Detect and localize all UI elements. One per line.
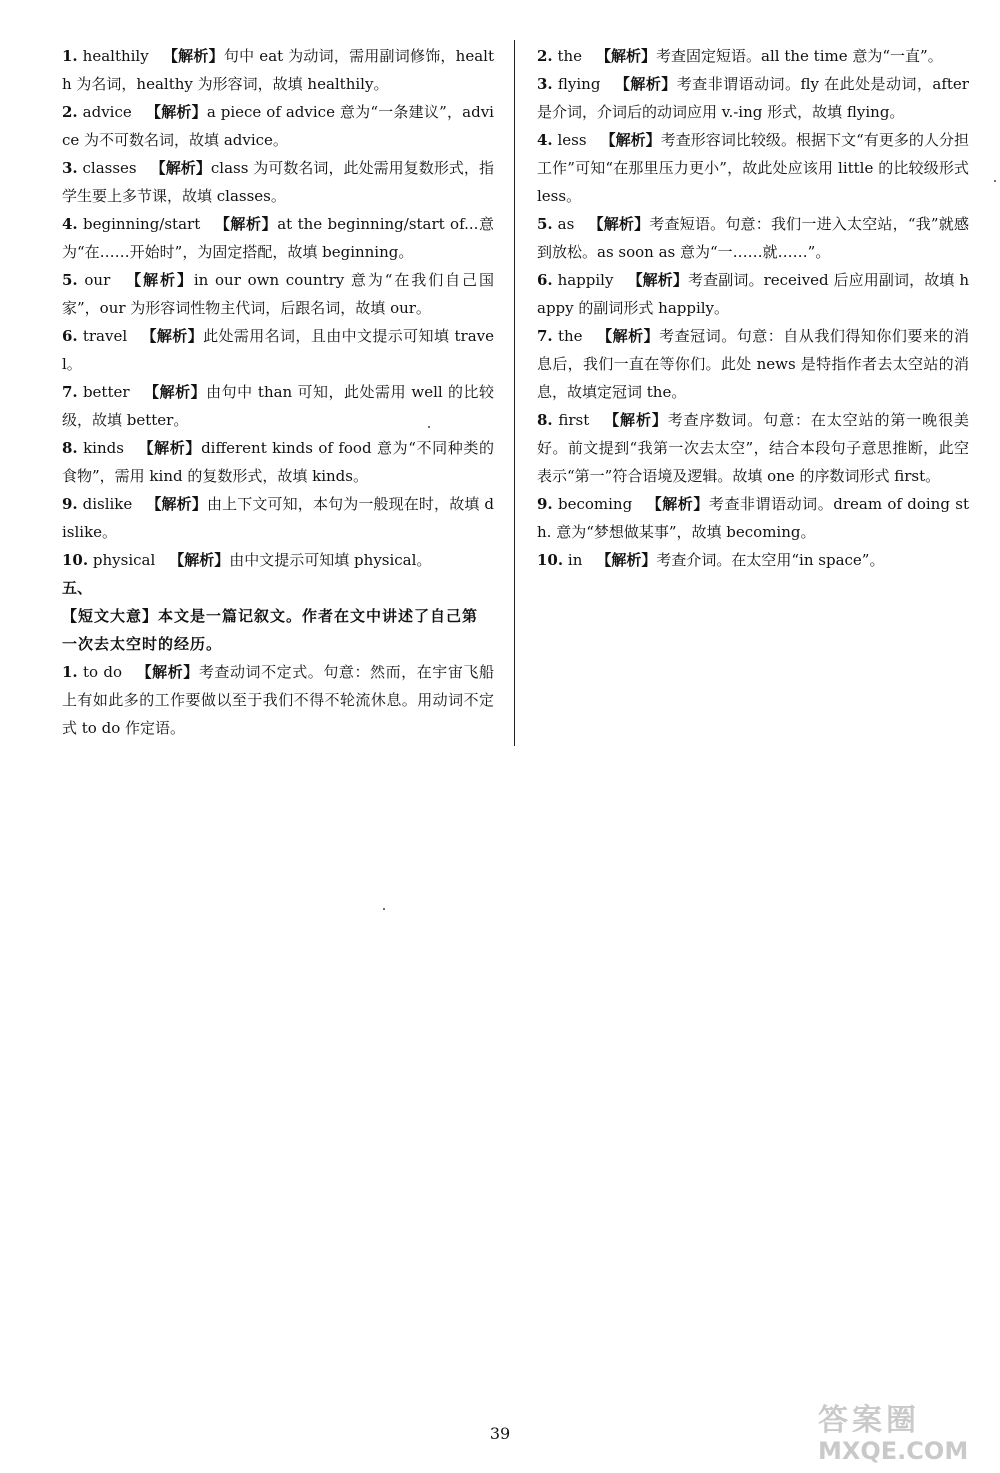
column-divider bbox=[514, 40, 515, 746]
item-number: 10. bbox=[62, 551, 89, 569]
analysis-tag: 【解析】 bbox=[596, 551, 657, 569]
item-explanation: 考查形容词比较级。根据下文“有更多的人分担工作”可知“在那里压力更小”，故此处应该用 little 的比较级形式 less。 bbox=[537, 131, 969, 205]
analysis-tag: 【解析】 bbox=[596, 327, 660, 345]
item-answer: our bbox=[84, 271, 111, 289]
item-number: 4. bbox=[537, 131, 553, 149]
analysis-tag: 【解析】 bbox=[145, 103, 207, 121]
answer-item bbox=[537, 70, 969, 126]
analysis-tag: 【解析】 bbox=[141, 327, 204, 345]
item-explanation: 考查固定短语。all the time 意为“一直”。 bbox=[656, 47, 943, 65]
analysis-tag: 【解析】 bbox=[214, 215, 278, 233]
item-explanation: 考查非谓语动词。dream of doing sth. 意为“梦想做某事”，故填 becoming。 bbox=[537, 495, 969, 541]
answer-item bbox=[537, 126, 969, 210]
item-number: 6. bbox=[537, 271, 553, 289]
item-answer: beginning/start bbox=[83, 215, 201, 233]
item-answer: better bbox=[82, 383, 130, 401]
item-answer: happily bbox=[557, 271, 614, 289]
item-explanation: 考查冠词。句意：自从我们得知你们要来的消息后，我们一直在等你们。此处 news 是特指作者去太空站的消息，故填定冠词 the。 bbox=[537, 327, 969, 401]
item-explanation: 考查介词。在太空用“in space”。 bbox=[656, 551, 885, 569]
item-number: 1. bbox=[62, 663, 78, 681]
answer-item bbox=[62, 154, 494, 210]
summary-text: 本文是一篇记叙文。作者在文中讲述了自己第一次去太空时的经历。 bbox=[62, 607, 479, 653]
watermark-logo bbox=[818, 1404, 993, 1466]
item-number: 1. bbox=[62, 47, 78, 65]
answer-item bbox=[62, 266, 494, 322]
analysis-tag: 【解析】 bbox=[137, 439, 202, 457]
item-answer: to do bbox=[83, 663, 123, 681]
answer-item bbox=[62, 490, 494, 546]
answer-item bbox=[62, 42, 494, 98]
item-number: 5. bbox=[537, 215, 553, 233]
watermark-domain: MXQE.COM bbox=[818, 1437, 969, 1465]
answer-item bbox=[62, 322, 494, 378]
item-number: 8. bbox=[537, 411, 553, 429]
analysis-tag: 【解析】 bbox=[162, 47, 224, 65]
item-answer: travel bbox=[82, 327, 128, 345]
answer-item bbox=[62, 546, 494, 574]
item-explanation: 考查序数词。句意：在太空站的第一晚很美好。前文提到“我第一次去太空”，结合本段句子意思推断，此空表示“第一”符合语境及逻辑。故填 one 的序数词形式 first。 bbox=[537, 411, 969, 485]
item-explanation: 句中 eat 为动词，需用副词修饰，health 为名词，healthy 为形容词，故填 healthily。 bbox=[62, 47, 494, 93]
analysis-tag: 【解析】 bbox=[143, 383, 207, 401]
item-explanation: 由上下文可知，本句为一般现在时，故填 dislike。 bbox=[62, 495, 494, 541]
item-explanation: 此处需用名词，且由中文提示可知填 travel。 bbox=[62, 327, 494, 373]
item-answer: the bbox=[557, 327, 583, 345]
print-speck bbox=[428, 426, 430, 428]
item-answer: dislike bbox=[82, 495, 133, 513]
watermark-title: 答案圈 bbox=[818, 1403, 920, 1438]
answer-item bbox=[537, 322, 969, 406]
item-number: 9. bbox=[62, 495, 78, 513]
item-explanation: different kinds of food 意为“不同种类的食物”，需用 kind 的复数形式，故填 kinds。 bbox=[62, 439, 494, 485]
section-heading: 五、 bbox=[62, 579, 93, 597]
item-answer: classes bbox=[82, 159, 137, 177]
item-explanation: 由中文提示可知填 physical。 bbox=[229, 551, 432, 569]
item-number: 5. bbox=[62, 271, 78, 289]
analysis-tag: 【解析】 bbox=[136, 663, 199, 681]
answer-item bbox=[62, 434, 494, 490]
analysis-tag: 【解析】 bbox=[600, 131, 661, 149]
answer-item bbox=[537, 546, 969, 574]
item-number: 4. bbox=[62, 215, 78, 233]
item-explanation: 考查短语。句意：我们一进入太空站，“我”就感到放松。as soon as 意为“一……就……”。 bbox=[537, 215, 969, 261]
item-number: 9. bbox=[537, 495, 553, 513]
item-answer: as bbox=[557, 215, 575, 233]
analysis-tag: 【解析】 bbox=[150, 159, 211, 177]
analysis-tag: 【解析】 bbox=[146, 495, 207, 513]
answer-item bbox=[62, 210, 494, 266]
right-column bbox=[537, 42, 969, 574]
item-explanation: class 为可数名词，此处需用复数形式，指学生要上多节课，故填 classes。 bbox=[62, 159, 494, 205]
answer-item bbox=[537, 490, 969, 546]
page-number: 39 bbox=[489, 1424, 511, 1443]
summary-tag: 【短文大意】 bbox=[62, 607, 159, 625]
item-answer: first bbox=[558, 411, 590, 429]
answer-item bbox=[537, 210, 969, 266]
item-answer: in bbox=[567, 551, 583, 569]
answer-item bbox=[537, 42, 969, 70]
item-number: 7. bbox=[62, 383, 78, 401]
left-column bbox=[62, 42, 494, 742]
item-number: 8. bbox=[62, 439, 78, 457]
analysis-tag: 【解析】 bbox=[646, 495, 709, 513]
item-answer: kinds bbox=[83, 439, 124, 457]
answer-item bbox=[537, 266, 969, 322]
item-number: 10. bbox=[537, 551, 564, 569]
item-answer: healthily bbox=[82, 47, 149, 65]
item-explanation: 考查非谓语动词。fly 在此处是动词，after 是介词，介词后的动词应用 v.-ing 形式，故填 flying。 bbox=[537, 75, 969, 121]
item-number: 2. bbox=[537, 47, 553, 65]
item-explanation: 考查动词不定式。句意：然而，在宇宙飞船上有如此多的工作要做以至于我们不得不轮流休息。用动词不定式 to do 作定语。 bbox=[62, 663, 494, 737]
analysis-tag: 【解析】 bbox=[169, 551, 230, 569]
item-explanation: at the beginning/start of...意为“在……开始时”，为固定搭配，故填 beginning。 bbox=[62, 215, 494, 261]
item-explanation: 考查副词。received 后应用副词，故填 happy 的副词形式 happily。 bbox=[537, 271, 969, 317]
answer-item bbox=[537, 406, 969, 490]
item-number: 6. bbox=[62, 327, 78, 345]
analysis-tag: 【解析】 bbox=[124, 271, 194, 289]
item-answer: the bbox=[557, 47, 583, 65]
item-number: 2. bbox=[62, 103, 78, 121]
analysis-tag: 【解析】 bbox=[588, 215, 650, 233]
print-speck bbox=[383, 908, 385, 910]
analysis-tag: 【解析】 bbox=[603, 411, 668, 429]
item-answer: advice bbox=[82, 103, 132, 121]
item-answer: less bbox=[557, 131, 587, 149]
item-explanation: a piece of advice 意为“一条建议”，advice 为不可数名词，故填 advice。 bbox=[62, 103, 494, 149]
analysis-tag: 【解析】 bbox=[596, 47, 657, 65]
analysis-tag: 【解析】 bbox=[614, 75, 677, 93]
print-speck bbox=[994, 180, 996, 182]
item-explanation: in our own country 意为“在我们自己国家”，our 为形容词性物主代词，后跟名词，故填 our。 bbox=[62, 271, 494, 317]
answer-item bbox=[62, 98, 494, 154]
item-answer: becoming bbox=[557, 495, 633, 513]
item-number: 3. bbox=[537, 75, 553, 93]
item-answer: flying bbox=[557, 75, 601, 93]
answer-item bbox=[62, 658, 494, 742]
item-number: 7. bbox=[537, 327, 553, 345]
passage-summary bbox=[62, 602, 494, 658]
item-explanation: 由句中 than 可知，此处需用 well 的比较级，故填 better。 bbox=[62, 383, 494, 429]
analysis-tag: 【解析】 bbox=[627, 271, 689, 289]
item-number: 3. bbox=[62, 159, 78, 177]
item-answer: physical bbox=[92, 551, 156, 569]
